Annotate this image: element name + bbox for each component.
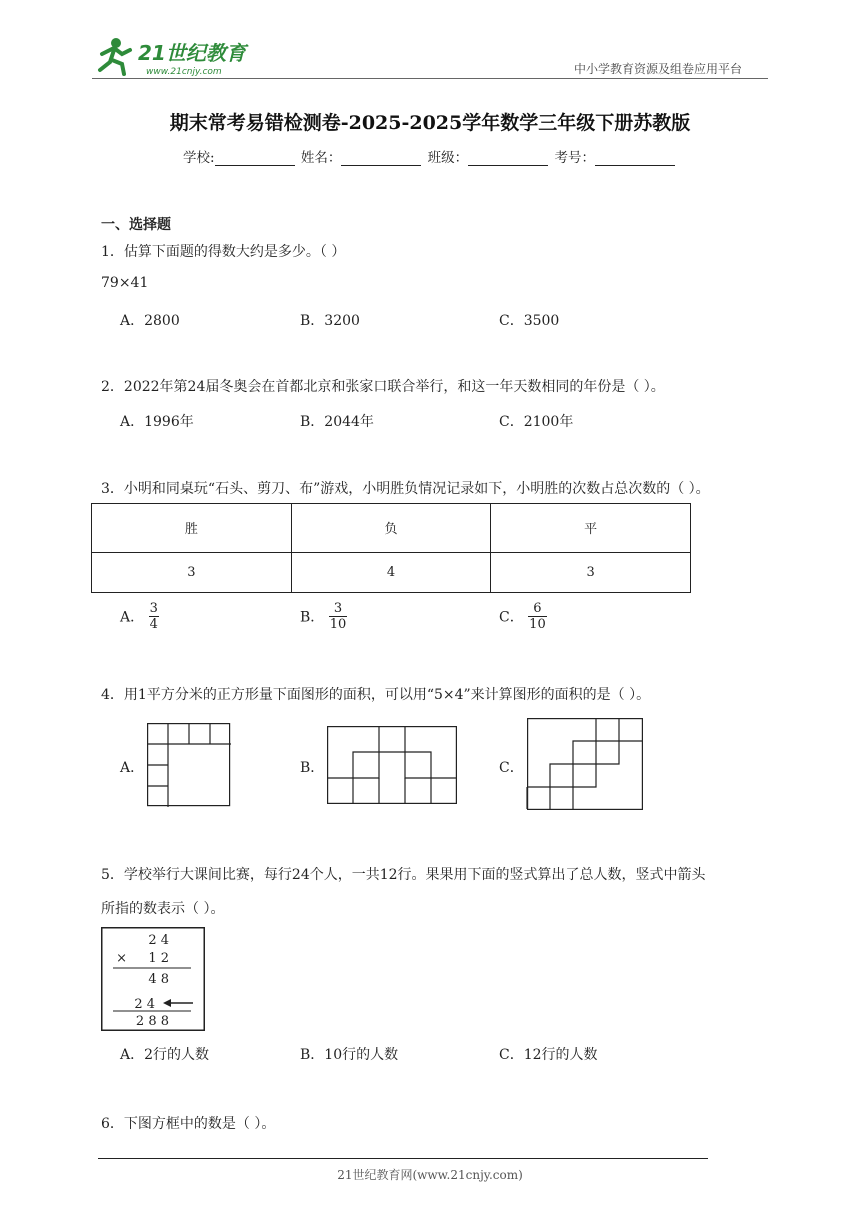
table-row [92, 552, 691, 592]
q3-text: 3．小明和同桌玩“石头、剪刀、布”游戏，小明胜负情况记录如下，小明胜的次数占总次数的（ ）。 [101, 481, 710, 497]
q3-option-a-fraction: $\frac{3}{4}$ [149, 601, 158, 632]
q3-option-b[interactable] [300, 601, 347, 632]
table-cell: 3 [491, 552, 691, 592]
footer-divider [98, 1158, 708, 1159]
q3-option-c[interactable] [499, 601, 547, 632]
name-label: 姓名： [300, 150, 342, 166]
class-field[interactable] [468, 151, 548, 166]
table-header-cell: 负 [291, 504, 491, 553]
exam-no-label: 考号： [554, 150, 595, 166]
q3-option-a-label: A． [120, 609, 145, 626]
table-header-cell: 平 [491, 504, 691, 553]
name-field[interactable] [341, 151, 421, 166]
q4-figure-b [327, 726, 457, 804]
q5-vertical-calculation [101, 927, 205, 1031]
student-info [0, 146, 860, 166]
runner-icon [100, 38, 130, 74]
q4-option-c[interactable]: C． [499, 760, 524, 776]
q1-option-b[interactable]: B．3200 [300, 313, 360, 329]
q3-option-a[interactable] [120, 601, 159, 632]
logo-url: www.21cnjy.com [146, 67, 222, 77]
q4-figure-a [147, 723, 231, 807]
school-field[interactable] [215, 151, 295, 166]
q4-option-b[interactable]: B． [300, 760, 325, 776]
page-title: 期末常考易错检测卷-2025-2025学年数学三年级下册苏教版 [169, 112, 691, 134]
calc-partial-product-1: 4 8 [148, 972, 169, 987]
q3-option-b-fraction: $\frac{3}{10}$ [329, 601, 347, 632]
q4-figure-c [527, 718, 643, 810]
q3-record-table [91, 503, 691, 593]
q1-option-a[interactable]: A．2800 [120, 313, 180, 329]
q2-text: 2．2022年第24届冬奥会在首都北京和张家口联合举行，和这一年天数相同的年份是（ ）。 [101, 379, 665, 395]
calc-multiplier: 1 2 [148, 951, 169, 966]
q1-option-c[interactable]: C．3500 [499, 313, 560, 329]
q5-option-a[interactable]: A．2行的人数 [120, 1047, 210, 1063]
header-divider [92, 78, 768, 79]
q4-option-a[interactable]: A． [120, 760, 145, 776]
site-logo [92, 34, 262, 78]
table-cell: 3 [92, 552, 292, 592]
table-cell: 4 [291, 552, 491, 592]
q3-option-b-label: B． [300, 609, 325, 626]
q3-option-c-label: C． [499, 609, 524, 626]
q5-text-line2: 所指的数表示（ ）。 [101, 901, 225, 917]
q5-text-line1: 5．学校举行大课间比赛，每行24个人，一共12行。果果用下面的竖式算出了总人数，竖式中箭头 [101, 867, 706, 883]
table-header-row [92, 504, 691, 553]
q4-text: 4．用1平方分米的正方形量下面图形的面积，可以用“5×4”来计算图形的面积的是（ ）。 [101, 687, 651, 703]
calc-multiplicand: 2 4 [148, 933, 169, 948]
q2-option-c[interactable]: C．2100年 [499, 414, 574, 430]
q2-option-a[interactable]: A．1996年 [120, 414, 194, 430]
school-label: 学校: [183, 150, 215, 166]
logo-text: 21世纪教育 [138, 41, 246, 65]
calc-partial-product-2: 2 4 [134, 997, 155, 1012]
section-title: 一、选择题 [101, 217, 171, 233]
q6-text: 6．下图方框中的数是（ ）。 [101, 1116, 276, 1132]
q3-option-c-fraction: $\frac{6}{10}$ [529, 601, 546, 632]
q5-option-b[interactable]: B．10行的人数 [300, 1047, 399, 1063]
calc-result: 2 8 8 [135, 1014, 169, 1029]
q1-text: 1．估算下面题的得数大约是多少。（ ） [101, 244, 346, 260]
q2-option-b[interactable]: B．2044年 [300, 414, 374, 430]
class-label: 班级： [427, 150, 469, 166]
exam-no-field[interactable] [595, 151, 675, 166]
platform-label: 中小学教育资源及组卷应用平台 [574, 62, 743, 76]
q1-expression: 79×41 [101, 275, 149, 291]
table-header-cell: 胜 [92, 504, 292, 553]
calc-times-sign: × [116, 951, 127, 966]
left-arrow-icon [163, 999, 193, 1007]
footer-text: 21世纪教育网(www.21cnjy.com) [337, 1168, 523, 1182]
q5-option-c[interactable]: C．12行的人数 [499, 1047, 598, 1063]
